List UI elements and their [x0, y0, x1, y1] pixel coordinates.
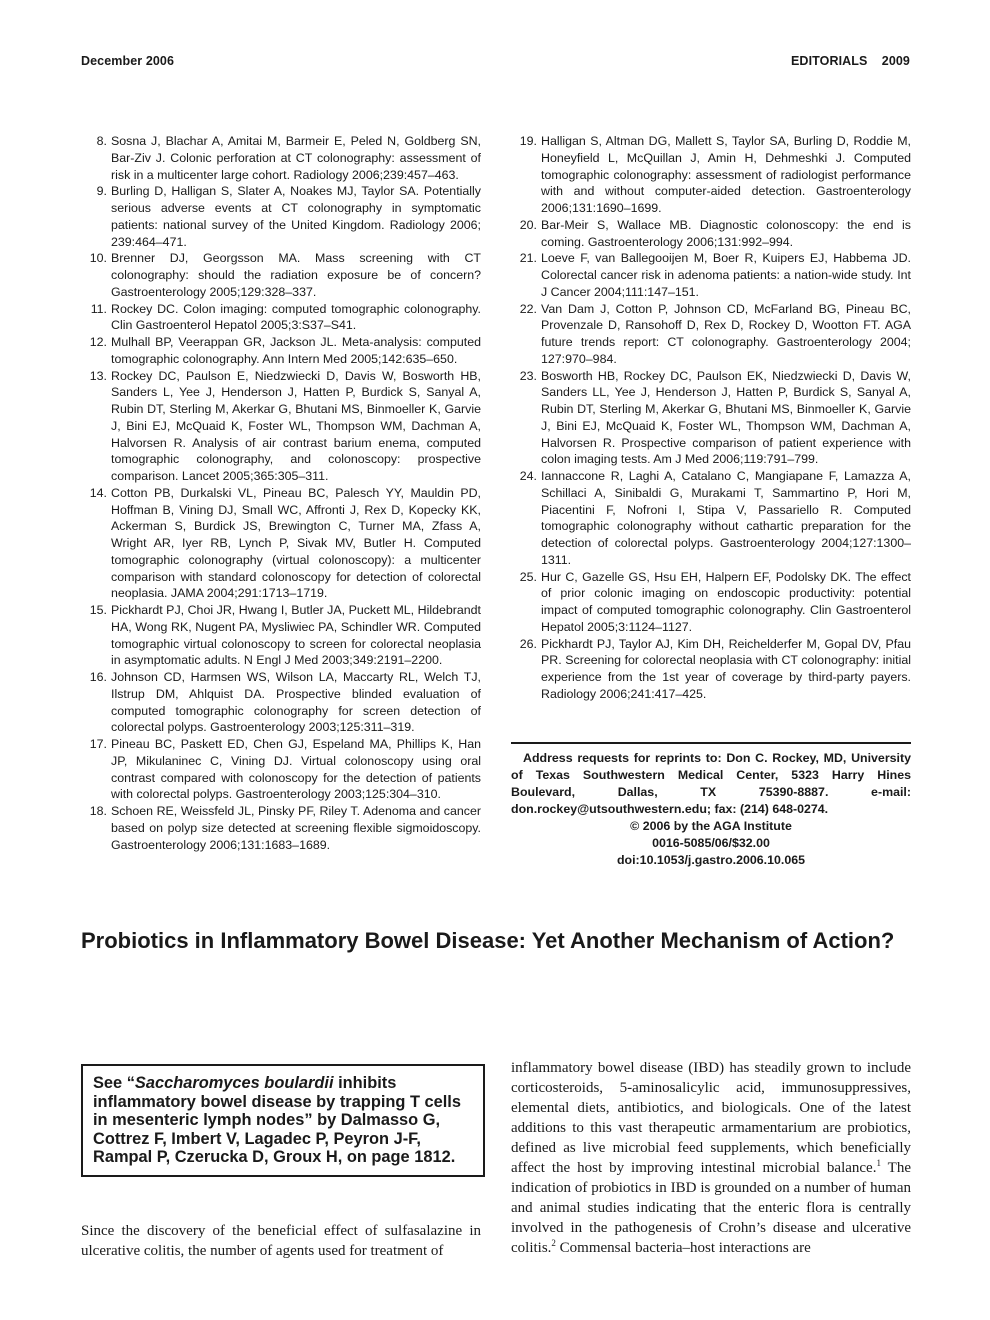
- reference-text: Bosworth HB, Rockey DC, Paulson EK, Niedzwiecki D, Davis W, Sanders LL, Yee J, Henderson J, Hatten P, Burdick S, Sanyal A, Rubin DT, Sterling M, Akerkar G, Bhutani MS, Binmoeller K, Garvie J, Bini EJ, McQuaid K, Foster WL, Thompson WM, Dachman A, Halvorsen R. Prospective comparison of patient experience with colon imaging tests. Am J Med 2006;119:791–799.: [541, 368, 911, 467]
- reference-text: Bar-Meir S, Wallace MB. Diagnostic colonoscopy: the end is coming. Gastroenterology 2006;131:992–994.: [541, 217, 911, 249]
- issn-line: 0016-5085/06/$32.00: [652, 836, 770, 850]
- reference-number: 16.: [89, 670, 107, 684]
- see-prefix: See “: [93, 1074, 135, 1092]
- reference-number: 11.: [90, 301, 107, 316]
- body-text-right: [511, 1058, 911, 1258]
- reference-text: Burling D, Halligan S, Slater A, Noakes MJ, Taylor SA. Potentially serious adverse events at CT colonography in symptomatic patients: national survey of the United Kingdom. Radiology 2006; 239:464–471.: [111, 184, 481, 249]
- reference-text: Loeve F, van Ballegooijen M, Boer R, Kuipers EJ, Habbema JD. Colorectal cancer risk in adenoma patients: a nation-wide study. Int J Cancer 2004;111:147–151.: [541, 251, 911, 299]
- see-article-box: [81, 1064, 485, 1177]
- reference-text: Iannaccone R, Laghi A, Catalano C, Mangiapane F, Lamazza A, Schillaci A, Sinibaldi G, Murakami T, Sammartino P, Hori M, Piacentini F, Nofroni I, Stipa V, Passariello R. Computed tomographic colonography without cathartic preparation for the detection of colorectal polyps. Gastroenterology 2004;127:1300–1311.: [541, 469, 911, 567]
- reference-text: Mulhall BP, Veerappan GR, Jackson JL. Meta-analysis: computed tomographic colonography. Ann Intern Med 2005;142:635–650.: [111, 335, 481, 366]
- reference-number: 17.: [89, 737, 107, 751]
- reference-number: 12.: [89, 335, 107, 349]
- body-right-part-2: The indication of probiotics in IBD is grounded on a number of human and animal studies indicating that the enteric flora is centrally involved in the pathogenesis of Crohn’s disease and ulcerative colitis.: [511, 1160, 911, 1256]
- reference-text: Sosna J, Blachar A, Amitai M, Barmeir E, Peled N, Goldberg SN, Bar-Ziv J. Colonic perforation at CT colonography: assessment of risk in a multicenter large cohort. Radiology 2006;239:457–463.: [111, 134, 481, 182]
- reference-item: [511, 368, 911, 469]
- reference-text: Brenner DJ, Georgsson MA. Mass screening with CT colonography: should the radiation exposure be of concern? Gastroenterology 2005;129:328–337.: [111, 251, 481, 299]
- reference-number: 22.: [519, 301, 537, 316]
- reference-number: 25.: [519, 569, 537, 584]
- reprint-address: Address requests for reprints to: Don C. Rockey, MD, University of Texas Southwestern Medical Center, 5323 Harry Hines Boulevard, Dallas, TX 75390-8887. e-mail: don.rockey@utsouthwestern.edu; fax: (214) 648-0274.: [511, 751, 911, 816]
- body-text-left: Since the discovery of the beneficial effect of sulfasalazine in ulcerative colitis, the number of agents used for treatment of: [81, 1223, 481, 1259]
- reference-list-right: [511, 133, 911, 703]
- reference-text: Van Dam J, Cotton P, Johnson CD, McFarland BG, Pineau BC, Provenzale D, Ransohoff D, Rex D, Rockey D, Wootton FT. AGA future trends report: CT colonography. Gastroenterology 2004; 127:970–984.: [541, 301, 911, 366]
- reference-text: Hur C, Gazelle GS, Hsu EH, Halpern EF, Podolsky DK. The effect of prior colonic imaging on endoscopic productivity: potential impact of computed tomographic colonography. Clin Gastroenterol Hepatol 2005;3:1124–1127.: [541, 569, 911, 634]
- reference-item: [511, 250, 911, 300]
- reference-item: [511, 636, 911, 703]
- reference-text: Halligan S, Altman DG, Mallett S, Taylor SA, Burling D, Roddie M, Honeyfield L, McQuillan J, Amin H, Dehmeshki J. Computed tomographic colonography: assessment of radiologist performance with and without computer-aided detection. Gastroenterology 2006;131:1690–1699.: [541, 134, 911, 215]
- reference-item: [81, 669, 481, 736]
- reference-item: [81, 803, 481, 853]
- reference-item: [511, 217, 911, 251]
- reference-item: [81, 602, 481, 669]
- reference-item: [81, 368, 481, 485]
- reference-item: [511, 569, 911, 636]
- reference-text: Johnson CD, Harmsen WS, Wilson LA, Maccarty RL, Welch TJ, Ilstrup DM, Ahlquist DA. Prospective blinded evaluation of computed tomographic colonography for screen detection of colorectal polyps. Gastroenterology 2003;125:311–319.: [111, 670, 481, 735]
- body-right-part-1: inflammatory bowel disease (IBD) has steadily grown to include corticosteroids, 5-aminosalicylic acid, immunosuppressives, elemental diets, antibiotics, and biologicals. One of the latest additions to this vast therapeutic armamentarium are probiotics, defined as live microbial feed supplements, which beneficially affect the host by improving intestinal microbial balance.: [511, 1060, 911, 1176]
- reference-number: 24.: [519, 469, 537, 483]
- reference-item: [81, 183, 481, 250]
- reference-number: 19.: [519, 134, 537, 148]
- reference-item: [81, 736, 481, 803]
- citation-1[interactable]: 1: [876, 1158, 881, 1168]
- reference-number: 21.: [519, 251, 537, 266]
- article-title: Probiotics in Inflammatory Bowel Disease: Yet Another Mechanism of Action?: [81, 928, 895, 953]
- reference-list-left: [81, 133, 481, 853]
- reference-number: 14.: [89, 485, 107, 500]
- citation-2[interactable]: 2: [551, 1238, 556, 1248]
- reference-text: Pineau BC, Paskett ED, Chen GJ, Espeland MA, Phillips K, Han JP, Mikulaninec C, Vining DJ. Virtual colonoscopy using oral contrast compared with colonoscopy for the detection of patients with colorectal polyps. Gastroenterology 2003;125:304–310.: [111, 737, 481, 802]
- doi-line: doi:10.1053/j.gastro.2006.10.065: [616, 853, 806, 867]
- running-header-section: [791, 54, 910, 68]
- reference-item: [511, 133, 911, 217]
- reference-text: Rockey DC. Colon imaging: computed tomographic colonography. Clin Gastroenterol Hepatol 2005;3:S37–S41.: [111, 301, 481, 333]
- reference-number: 13.: [89, 368, 107, 383]
- reference-item: [81, 334, 481, 368]
- reference-number: 10.: [89, 251, 107, 266]
- reference-number: 15.: [89, 603, 107, 617]
- running-header-date: December 2006: [81, 54, 175, 68]
- reference-item: [81, 250, 481, 300]
- reference-item: [511, 468, 911, 569]
- reference-text: Rockey DC, Paulson E, Niedzwiecki D, Davis W, Bosworth HB, Sanders L, Yee J, Henderson J, Hatten P, Burdick S, Sanyal A, Rubin DT, Sterling M, Akerkar G, Bhutani MS, Binmoeller K, Garvie J, Bini EJ, McQuaid K, Foster WL, Thompson WM, Dachman A, Halvorsen R. Analysis of air contrast barium enema, computed tomographic colonography, and colonoscopy: prospective comparison. Lancet 2005;365:305–311.: [111, 368, 481, 483]
- reference-item: [511, 301, 911, 368]
- see-rest: inhibits inflammatory bowel disease by trapping T cells in mesenteric lymph nodes” by Dalmasso G, Cottrez F, Imbert V, Lagadec P, Peyron J-F, Rampal P, Czerucka D, Groux H, on page 1812.: [93, 1074, 461, 1167]
- reference-number: 9.: [96, 184, 107, 199]
- section-label: EDITORIALS: [791, 54, 868, 68]
- page-number: 2009: [881, 54, 910, 68]
- reference-text: Pickhardt PJ, Taylor AJ, Kim DH, Reichelderfer M, Gopal DV, Pfau PR. Screening for colorectal neoplasia with CT colonography: initial experience from the 1st year of coverage by third-party payers. Radiology 2006;241:417–425.: [541, 636, 911, 701]
- reference-number: 8.: [96, 134, 107, 148]
- reference-text: Cotton PB, Durkalski VL, Pineau BC, Palesch YY, Mauldin PD, Hoffman B, Vining DJ, Small WC, Affronti J, Rex D, Kopecky KK, Ackerman S, Burdick JS, Brewington C, Turner MA, Zfass A, Wright AR, Iyer RB, Lynch P, Sivak MV, Butler H. Computed tomographic colonography (virtual colonoscopy): a multicenter comparison with standard colonoscopy for detection of colorectal neoplasia. JAMA 2004;291:1713–1719.: [111, 485, 481, 601]
- reference-text: Pickhardt PJ, Choi JR, Hwang I, Butler JA, Puckett ML, Hildebrandt HA, Wong RK, Nugent PA, Mysliwiec PA, Schindler WR. Computed tomographic virtual colonoscopy to screen for colorectal neoplasia in asymptomatic adults. N Engl J Med 2003;349:2191–2200.: [111, 603, 481, 668]
- reference-text: Schoen RE, Weissfeld JL, Pinsky PF, Riley T. Adenoma and cancer based on polyp size detected at screening flexible sigmoidoscopy. Gastroenterology 2006;131:1683–1689.: [111, 804, 481, 852]
- reference-number: 23.: [519, 368, 537, 383]
- reference-item: [81, 301, 481, 335]
- reference-number: 18.: [89, 804, 107, 818]
- reprint-address-block: [511, 742, 911, 869]
- reference-number: 26.: [519, 636, 537, 651]
- copyright-line: © 2006 by the AGA Institute: [630, 819, 792, 833]
- reference-item: [81, 485, 481, 602]
- reference-item: [81, 133, 481, 183]
- see-italic-organism: Saccharomyces boulardii: [134, 1074, 334, 1092]
- reference-number: 20.: [519, 217, 537, 232]
- body-right-part-3: Commensal bacteria–host interactions are: [555, 1240, 811, 1256]
